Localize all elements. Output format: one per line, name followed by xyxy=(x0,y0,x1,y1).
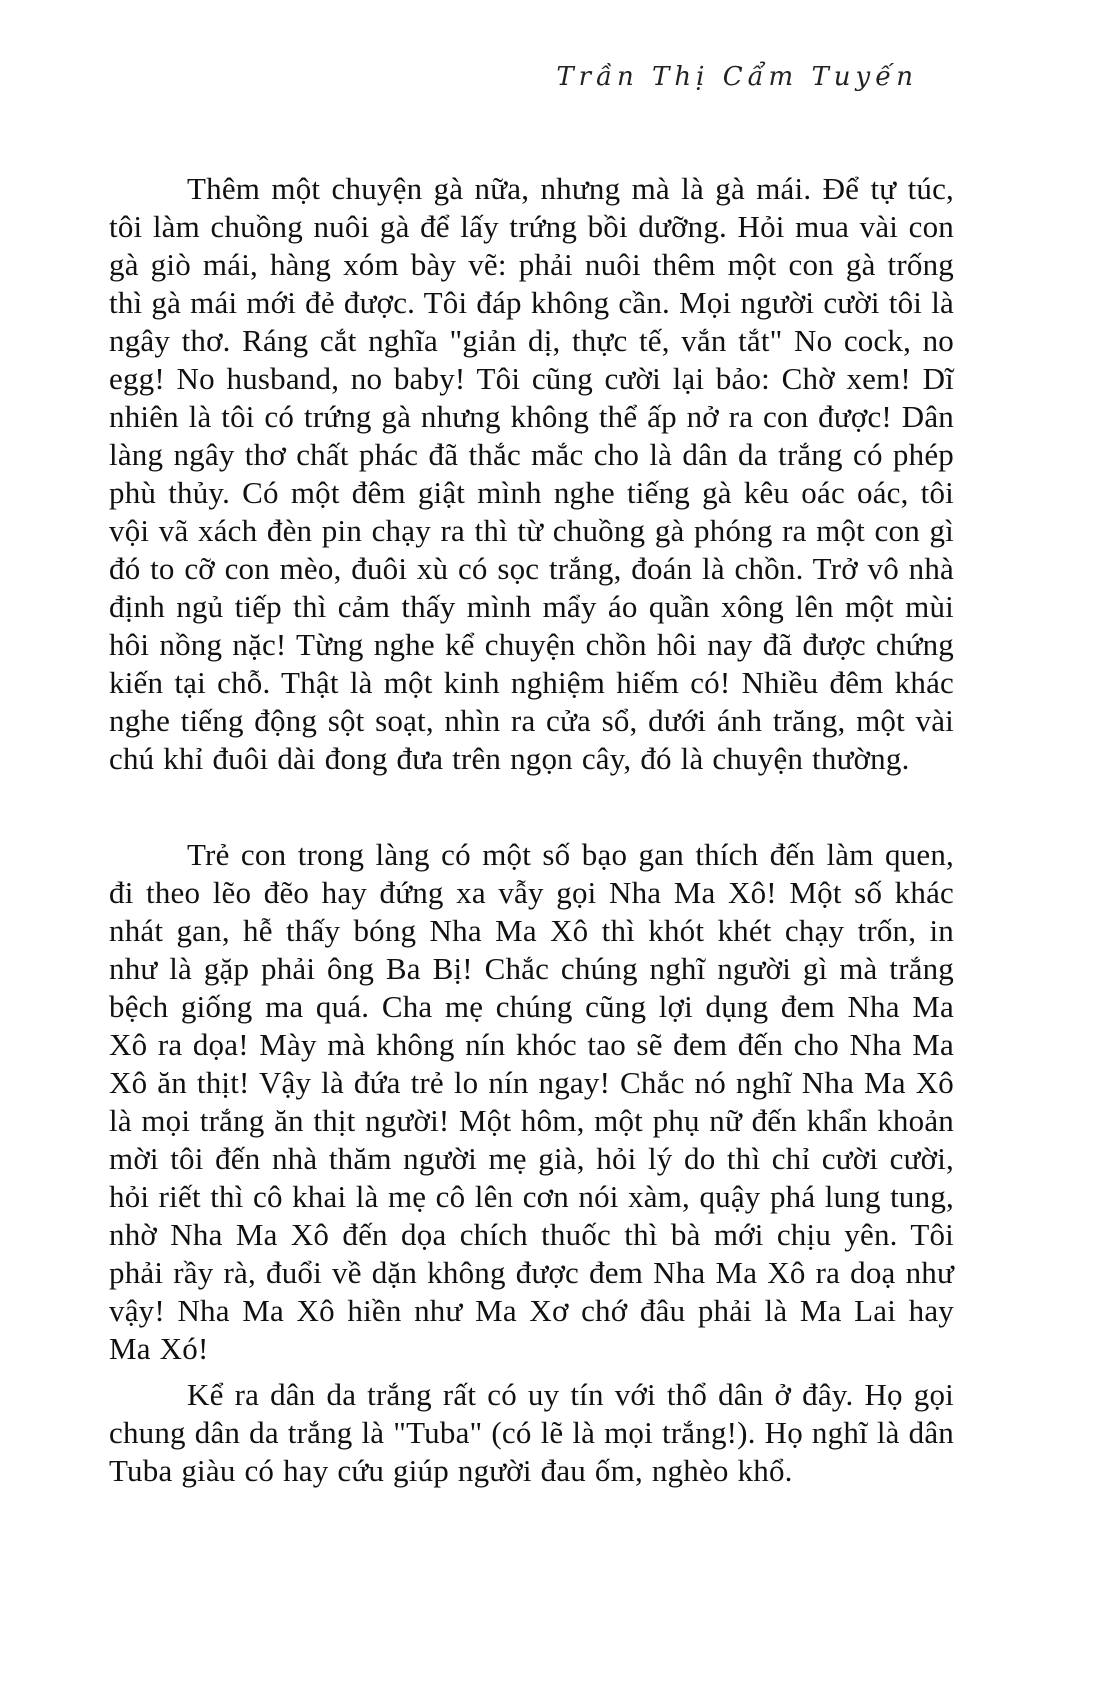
running-header-author: Trần Thị Cẩm Tuyến xyxy=(556,62,918,92)
paragraph-tuba: Kể ra dân da trắng rất có uy tín với thổ dân ở đây. Họ gọi chung dân da trắng là "Tuba" (có lẽ là mọi trắng!). Họ nghĩ là dân Tuba giàu có hay cứu giúp người đau ốm, nghèo khổ. xyxy=(109,1377,954,1488)
paragraph-village-children: Trẻ con trong làng có một số bạo gan thích đến làm quen, đi theo lẽo đẽo hay đứng xa vẫy gọi Nha Ma Xô! Một số khác nhát gan, hễ thấy bóng Nha Ma Xô thì khót khét chạy trốn, in như là gặp phải ông Ba Bị! Chắc chúng nghĩ người gì mà trắng bệch giống ma quá. Cha mẹ chúng cũng lợi dụng đem Nha Ma Xô ra dọa! Mày mà không nín khóc tao sẽ đem đến cho Nha Ma Xô ăn thịt! Vậy là đứa trẻ lo nín ngay! Chắc nó nghĩ Nha Ma Xô là mọi trắng ăn thịt người! Một hôm, một phụ nữ đến khẩn khoản mời tôi đến nhà thăm người mẹ già, hỏi lý do thì chỉ cười cười, hỏi riết thì cô khai là mẹ cô lên cơn nói xàm, quậy phá lung tung, nhờ Nha Ma Xô đến dọa chích thuốc thì bà mới chịu yên. Tôi phải rầy rà, đuổi về dặn không được đem Nha Ma Xô ra doạ như vậy! Nha Ma Xô hiền như Ma Xơ chớ đâu phải là Ma Lai hay Ma Xó! xyxy=(109,837,954,1366)
page-body xyxy=(109,170,954,1490)
paragraph-chicken-story: Thêm một chuyện gà nữa, nhưng mà là gà mái. Để tự túc, tôi làm chuồng nuôi gà để lấy trứng bồi dưỡng. Hỏi mua vài con gà giò mái, hàng xóm bày vẽ: phải nuôi thêm một con gà trống thì gà mái mới đẻ được. Tôi đáp không cần. Mọi người cười tôi là ngây thơ. Ráng cắt nghĩa "giản dị, thực tế, vắn tắt" No cock, no egg! No husband, no baby! Tôi cũng cười lại bảo: Chờ xem! Dĩ nhiên là tôi có trứng gà nhưng không thể ấp nở ra con được! Dân làng ngây thơ chất phác đã thắc mắc cho là dân da trắng có phép phù thủy. Có một đêm giật mình nghe tiếng gà kêu oác oác, tôi vội vã xách đèn pin chạy ra thì từ chuồng gà phóng ra một con gì đó to cỡ con mèo, đuôi xù có sọc trắng, đoán là chồn. Trở vô nhà định ngủ tiếp thì cảm thấy mình mẩy áo quần xông lên một mùi hôi nồng nặc! Từng nghe kể chuyện chồn hôi nay đã được chứng kiến tại chỗ. Thật là một kinh nghiệm hiếm có! Nhiều đêm khác nghe tiếng động sột soạt, nhìn ra cửa sổ, dưới ánh trăng, một vài chú khỉ đuôi dài đong đưa trên ngọn cây, đó là chuyện thường. xyxy=(109,171,954,776)
